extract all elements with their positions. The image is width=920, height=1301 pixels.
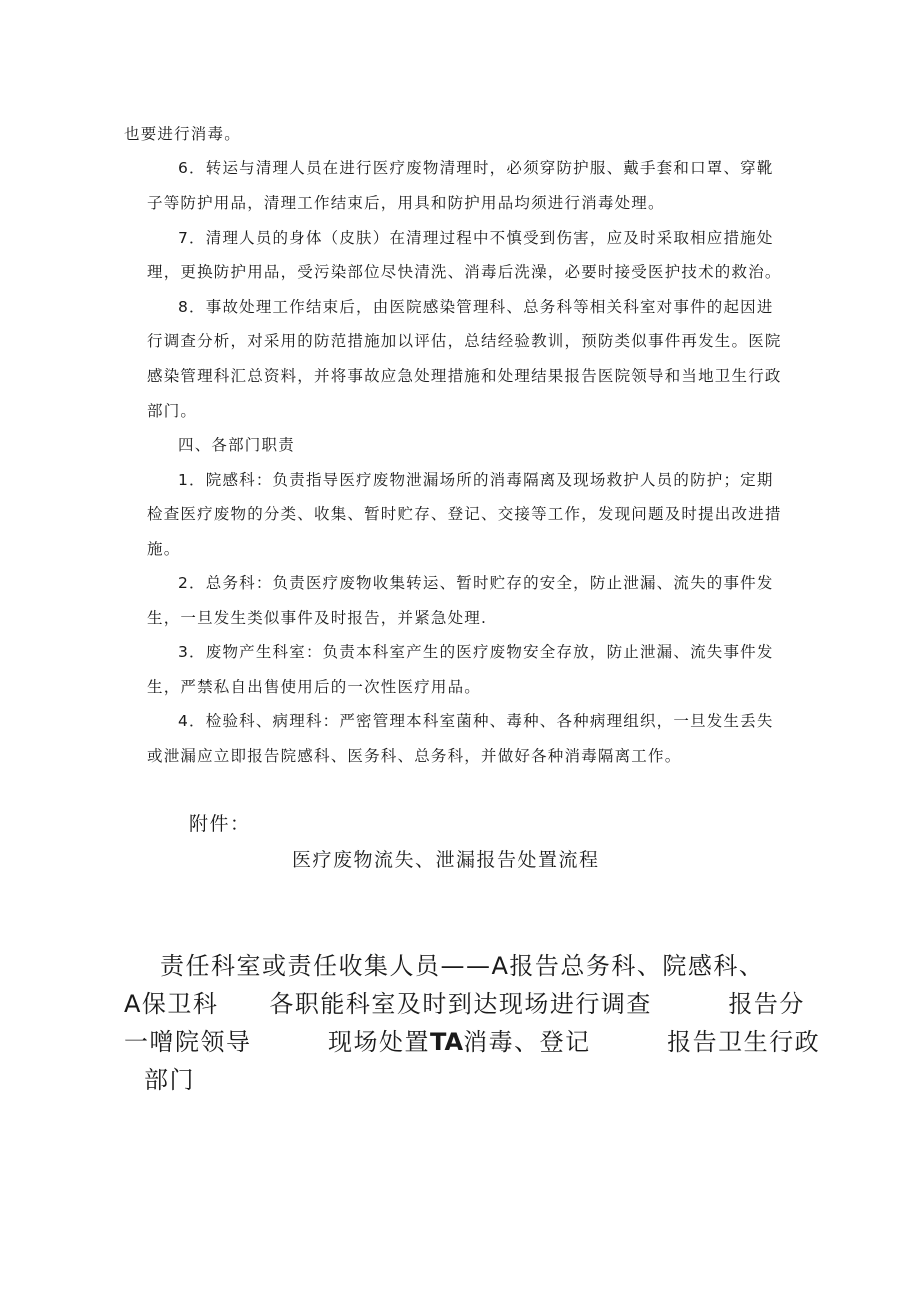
flow-line-1: 责任科室或责任收集人员——A报告总务科、院感科、 <box>160 952 765 980</box>
duty-3-line-2: 生，严禁私自出售使用后的一次性医疗用品。 <box>147 678 482 696</box>
duty-1-line-2: 检查医疗废物的分类、收集、暂时贮存、登记、交接等工作，发现问题及时提出改进措 <box>147 505 782 523</box>
duty-4-line-2: 或泄漏应立即报告院感科、医务科、总务科，并做好各种消毒隔离工作。 <box>147 747 682 765</box>
item-8-line-4: 部门。 <box>147 402 198 420</box>
duty-1-line-3: 施。 <box>147 540 181 558</box>
duty-3-line-1: 3．废物产生科室：负责本科室产生的医疗废物安全存放，防止泄漏、流失事件发 <box>178 643 774 661</box>
duty-4-line-1: 4．检验科、病理科：严密管理本科室菌种、毒种、各种病理组织，一旦发生丢失 <box>178 712 774 730</box>
item-8-line-1: 8．事故处理工作结束后，由医院感染管理科、总务科等相关科室对事件的起因进 <box>178 298 774 316</box>
duty-1-line-1: 1．院感科：负责指导医疗废物泄漏场所的消毒隔离及现场救护人员的防护；定期 <box>178 471 774 489</box>
duty-2-line-2: 生，一旦发生类似事件及时报告，并紧急处理. <box>147 609 488 627</box>
flow-line-3-part-a: 一噌院领导 现场处置 <box>124 1028 430 1056</box>
item-7-line-1: 7．清理人员的身体（皮肤）在清理过程中不慎受到伤害，应及时采取相应措施处 <box>178 229 774 247</box>
item-6-line-1: 6．转运与清理人员在进行医疗废物清理时，必须穿防护服、戴手套和口罩、穿靴 <box>178 159 774 177</box>
item-8-line-2: 行调查分析，对采用的防范措施加以评估，总结经验教训，预防类似事件再发生。医院 <box>147 332 782 350</box>
item-7-line-2: 理，更换防护用品，受污染部位尽快清洗、消毒后洗澡，必要时接受医护技术的救治。 <box>147 263 782 281</box>
flow-line-3 <box>124 1026 820 1058</box>
flow-line-3-part-b: TA <box>430 1028 464 1056</box>
flow-line-2: A保卫科 各职能科室及时到达现场进行调查 报告分 <box>124 990 805 1018</box>
attachment-title: 医疗废物流失、泄漏报告处置流程 <box>292 849 600 871</box>
attachment-label: 附件： <box>189 813 251 835</box>
item-6-line-2: 子等防护用品，清理工作结束后，用具和防护用品均须进行消毒处理。 <box>147 194 665 212</box>
duty-2-line-1: 2．总务科：负责医疗废物收集转运、暂时贮存的安全，防止泄漏、流失的事件发 <box>178 574 774 592</box>
body-line-continuation: 也要进行消毒。 <box>124 125 241 143</box>
section-heading-department-duties: 四、各部门职责 <box>178 436 295 454</box>
flow-line-3-part-c: 消毒、登记 报告卫生行政 <box>463 1028 821 1056</box>
flow-line-4: 部门 <box>144 1066 195 1094</box>
item-8-line-3: 感染管理科汇总资料，并将事故应急处理措施和处理结果报告医院领导和当地卫生行政 <box>147 367 782 385</box>
